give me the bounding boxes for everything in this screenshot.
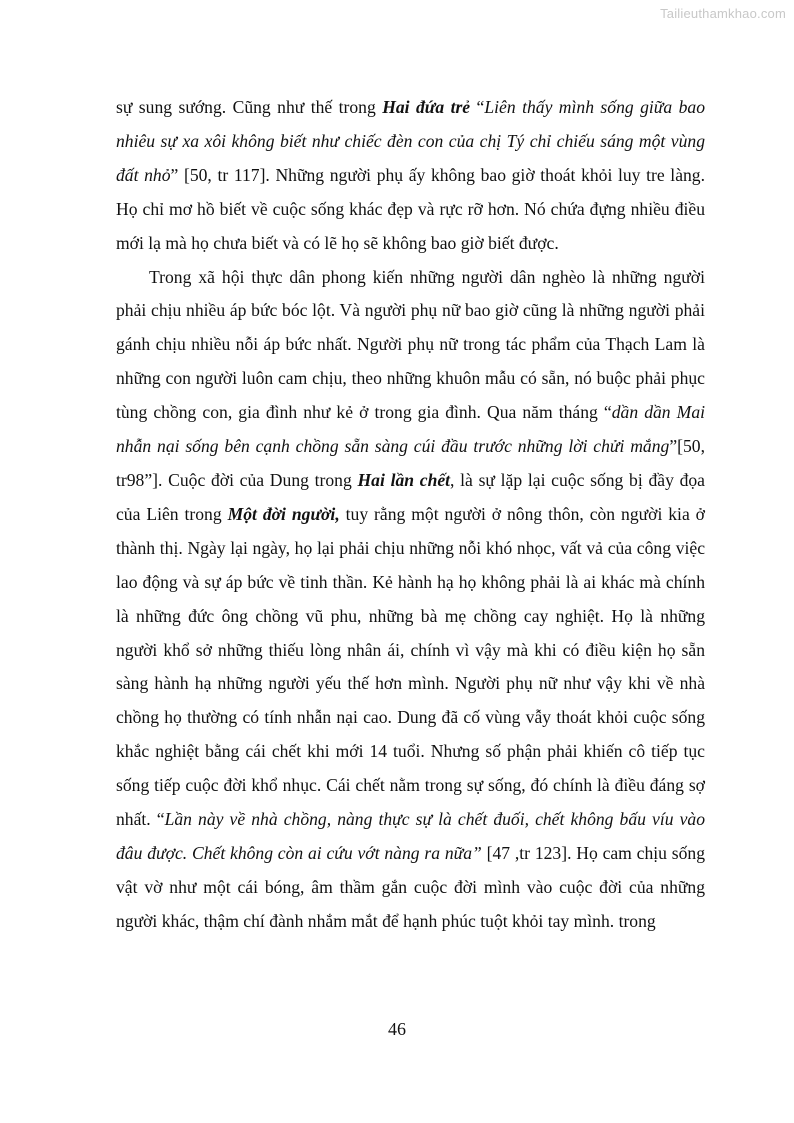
text-run: ” [50, tr 117]. Những người phụ ấy không bao giờ thoát khỏi luy tre làng. Họ chỉ mơ hồ biết về cuộc sống khác đẹp và rực rỡ hơn. Nó chứa đựng nhiều điều mới lạ mà họ chưa biết và có lẽ họ sẽ không bao giờ biết được.	[116, 164, 705, 253]
text-run: tuy rằng một người ở nông thôn, còn người kia ở thành thị. Ngày lại ngày, họ lại phải chịu những nỗi khó nhọc, vất vả của công việc lao động và sự áp bức về tinh thần. Kẻ hành hạ họ không phải là ai khác mà chính là những đức ông chồng vũ phu, những bà mẹ chồng cay nghiệt. Họ là những người khổ sở những thiếu lòng nhân ái, chính vì vậy mà khi có điều kiện họ sẵn sàng hành hạ những người yếu thế hơn mình. Người phụ nữ như vậy khi về nhà chồng họ thường có tính nhẫn nại cao. Dung đã cố vùng vẫy thoát khỏi cuộc sống khắc nghiệt bằng cái chết khi mới 14 tuổi. Nhưng số phận phải khiến cô tiếp tục sống tiếp cuộc đời khổ nhục. Cái chết nằm trong sự sống, đó chính là điều đáng sợ nhất. “	[116, 503, 705, 830]
text-run: [47 ,tr 123]. Họ cam chịu sống vật vờ như một cái bóng, âm thầm gắn cuộc đời mình vào cuộc đời của những người khác, thậm chí đành nhắm mắt để hạnh phúc tuột khỏi tay mình. trong	[116, 842, 705, 931]
paragraph-2	[116, 261, 705, 939]
quote-run: Lần này về nhà chồng, nàng thực sự là chết đuối, chết không bấu víu vào đâu được. Chết không còn ai cứu vớt nàng ra nữa”	[116, 809, 705, 863]
title-run: Hai đứa trẻ	[382, 97, 471, 117]
title-run: Một đời người,	[227, 503, 340, 524]
watermark-text: Tailieuthamkhao.com	[660, 6, 786, 21]
text-run: “	[470, 97, 485, 117]
paragraph-1	[116, 91, 705, 261]
text-run: , là sự lặp lại cuộc sống bị đầy đọa của Liên trong	[116, 469, 705, 524]
text-run: Trong xã hội thực dân phong kiến những người dân nghèo là những người phải chịu nhiều áp bức bóc lột. Và người phụ nữ bao giờ cũng là những người phải gánh chịu nhiều nỗi áp bức nhất. Người phụ nữ trong tác phẩm của Thạch Lam là những con người luôn cam chịu, theo những khuôn mẫu có sẵn, nó buộc phải phục tùng chồng con, gia đình như kẻ ở trong gia đình. Qua năm tháng “	[116, 266, 705, 423]
quote-run: dần dần Mai nhẫn nại sống bên cạnh chồng sẵn sàng cúi đầu trước những lời chửi mắng	[116, 402, 706, 457]
title-run: Hai lần chết	[357, 469, 451, 490]
text-run: ”[50, tr98”]. Cuộc đời của Dung trong	[116, 436, 705, 490]
quote-run: Liên thấy mình sống giữa bao nhiêu sự xa xôi không biết như chiếc đèn con của chị Tý chỉ chiếu sáng một vùng đất nhỏ	[116, 97, 705, 185]
page-body	[116, 91, 705, 939]
text-run: sự sung sướng. Cũng như thế trong	[116, 97, 383, 117]
page-number: 46	[388, 1019, 406, 1039]
